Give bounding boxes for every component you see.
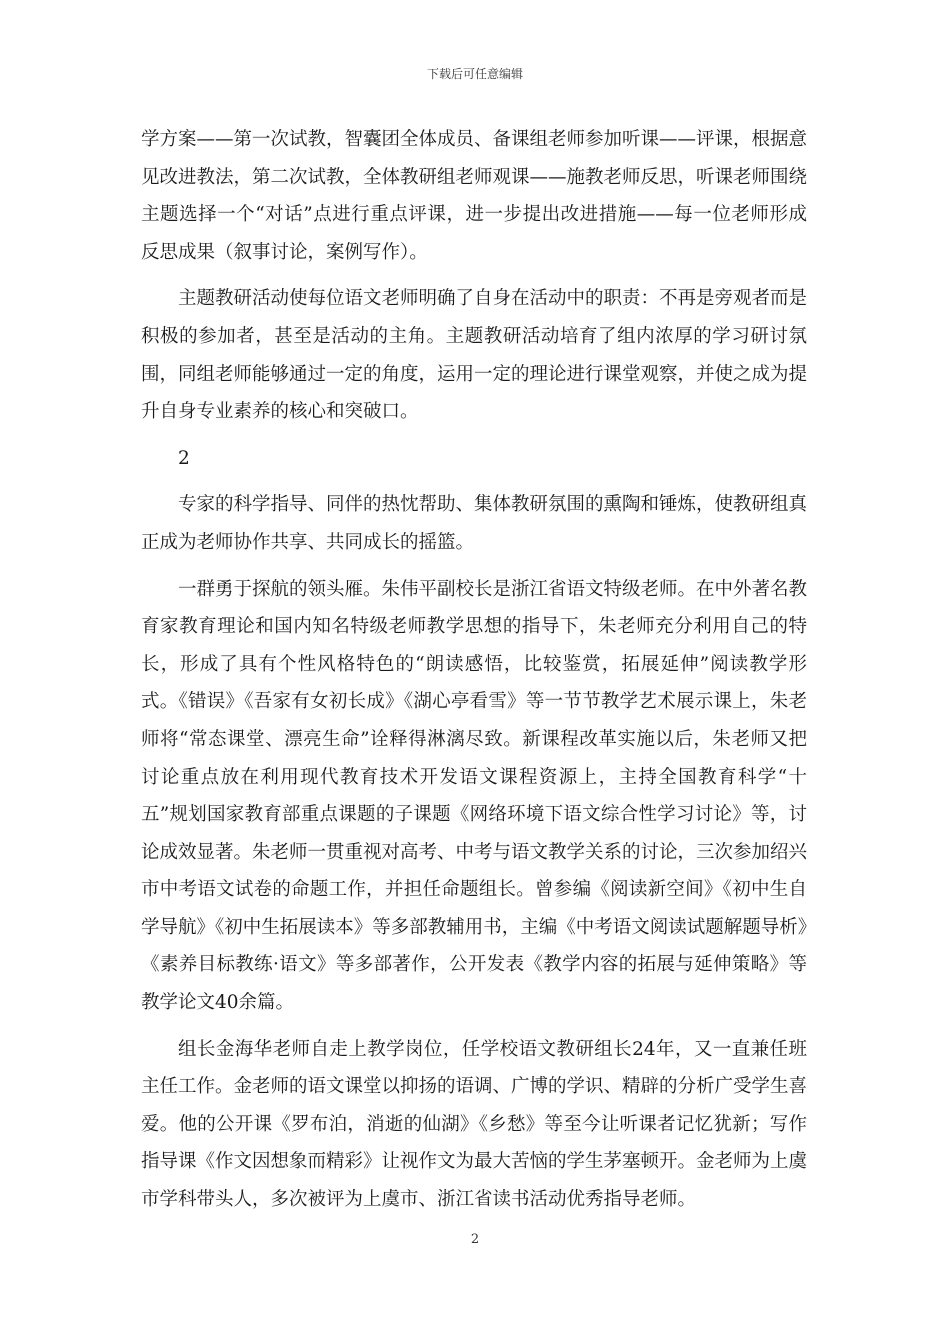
paragraph-theme-research: 主题教研活动使每位语文老师明确了自身在活动中的职责：不再是旁观者而是积极的参加者，甚至是活动的主角。主题教研活动培育了组内浓厚的学习研讨氛围，同组老师能够通过一定的角度，运用一定的理论进行课堂观察，并使之成为提升自身专业素养的核心和突破口。 [141, 288, 808, 423]
paragraph-jin-haihua: 组长金海华老师自走上教学岗位，任学校语文教研组长24年，又一直兼任班主任工作。金老师的语文课堂以抑扬的语调、广博的学识、精辟的分析广受学生喜爱。他的公开课《罗布泊，消逝的仙湖》《乡愁》等至今让听课者记忆犹新；写作指导课《作文因想象而精彩》让视作文为最大苦恼的学生茅塞顿开。金老师为上虞市学科带头人，多次被评为上虞市、浙江省读书活动优秀指导老师。 [141, 1038, 808, 1211]
page-header [0, 66, 950, 82]
paragraph-continuation: 学方案——第一次试教，智囊团全体成员、备课组老师参加听课——评课，根据意见改进教法，第二次试教，全体教研组老师观课——施教老师反思，听课老师围绕主题选择一个“对话”点进行重点评课，进一步提出改进措施——每一位老师形成反思成果（叙事讨论，案例写作）。 [141, 129, 808, 263]
section-number: 2 [178, 447, 190, 469]
paragraph-zhu-weiping: 一群勇于探航的领头雁。朱伟平副校长是浙江省语文特级老师。在中外著名教育家教育理论和国内知名特级老师教学思想的指导下，朱老师充分利用自己的特长，形成了具有个性风格特色的“朗读感悟，比较鉴赏，拓展延伸”阅读教学形式。《错误》《吾家有女初长成》《湖心亭看雪》等一节节教学艺术展示课上，朱老师将“常态课堂、漂亮生命”诠释得淋漓尽致。新课程改革实施以后，朱老师又把讨论重点放在利用现代教育技术开发语文课程资源上，主持全国教育科学“十五”规划国家教育部重点课题的子课题《网络环境下语文综合性学习讨论》等，讨论成效显著。朱老师一贯重视对高考、中考与语文教学关系的讨论，三次参加绍兴市中考语文试卷的命题工作，并担任命题组长。曾参编《阅读新空间》《初中生自学导航》《初中生拓展读本》等多部教辅用书，主编《中考语文阅读试题解题导析》《素养目标教练·语文》等多部著作，公开发表《教学内容的拓展与延伸策略》等教学论文40余篇。 [141, 578, 808, 1014]
header-note: 下载后可任意编辑 [426, 67, 523, 81]
document-body [141, 121, 807, 1228]
page-footer [0, 1232, 950, 1248]
paragraph-expert-guidance: 专家的科学指导、同伴的热忱帮助、集体教研氛围的熏陶和锤炼，使教研组真正成为老师协作共享、共同成长的摇篮。 [141, 494, 808, 553]
page-number: 2 [470, 1232, 480, 1247]
